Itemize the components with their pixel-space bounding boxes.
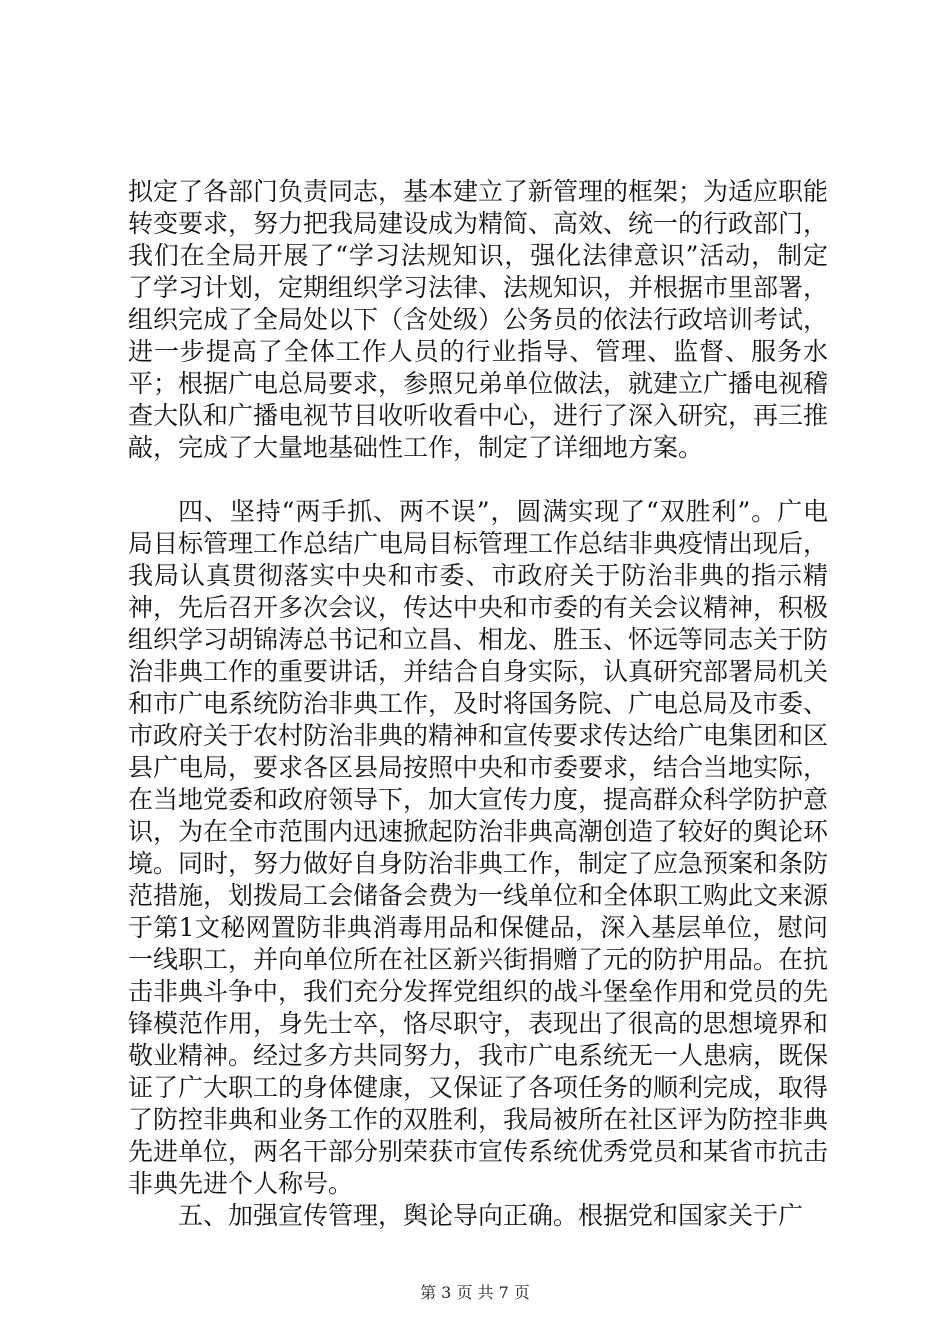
document-body: [128, 176, 828, 1232]
page-number-footer: 第 3 页 共 7 页: [420, 1283, 530, 1302]
paragraph-section-four: 四、坚持“两手抓、两不误”，圆满实现了“双胜利”。广电局目标管理工作总结广电局目标管理工作总结非典疫情出现后，我局认真贯彻落实中央和市委、市政府关于防治非典的指示精神，先后召开多次会议，传达中央和市委的有关会议精神，积极组织学习胡锦涛总书记和立昌、相龙、胜玉、怀远等同志关于防治非典工作的重要讲话，并结合自身实际，认真研究部署局机关和市广电系统防治非典工作，及时将国务院、广电总局及市委、市政府关于农村防治非典的精神和宣传要求传达给广电集团和区县广电局，要求各区县局按照中央和市委要求，结合当地实际，在当地党委和政府领导下，加大宣传力度，提高群众科学防护意识，为在全市范围内迅速掀起防治非典高潮创造了较好的舆论环境。同时，努力做好自身防治非典工作，制定了应急预案和条防范措施，划拨局工会储备会费为一线单位和全体职工购此文来源于第1文秘网置防非典消毒用品和保健品，深入基层单位，慰问一线职工，并向单位所在社区新兴街捐赠了元的防护用品。在抗击非典斗争中，我们充分发挥党组织的战斗堡垒作用和党员的先锋模范作用，身先士卒，恪尽职守，表现出了很高的思想境界和敬业精神。经过多方共同努力，我市广电系统无一人患病，既保证了广大职工的身体健康，又保证了各项任务的顺利完成，取得了防控非典和业务工作的双胜利，我局被所在社区评为防控非典先进单位，两名干部分别荣获市宣传系统优秀党员和某省市抗击非典先进个人称号。: [128, 497, 829, 1198]
paragraph-gap: [128, 464, 828, 496]
paragraph-section-five: 五、加强宣传管理，舆论导向正确。根据党和国家关于广: [178, 1201, 804, 1230]
paragraph-continuation: 拟定了各部门负责同志，基本建立了新管理的框架；为适应职能转变要求，努力把我局建设成为精简、高效、统一的行政部门，我们在全局开展了“学习法规知识，强化法律意识”活动，制定了学习计划，定期组织学习法律、法规知识，并根据市里部署，组织完成了全局处以下（含处级）公务员的依法行政培训考试，进一步提高了全体工作人员的行业指导、管理、监督、服务水平；根据广电总局要求，参照兄弟单位做法，就建立广播电视稽查大队和广播电视节目收听收看中心，进行了深入研究，再三推敲，完成了大量地基础性工作，制定了详细地方案。: [128, 177, 829, 462]
